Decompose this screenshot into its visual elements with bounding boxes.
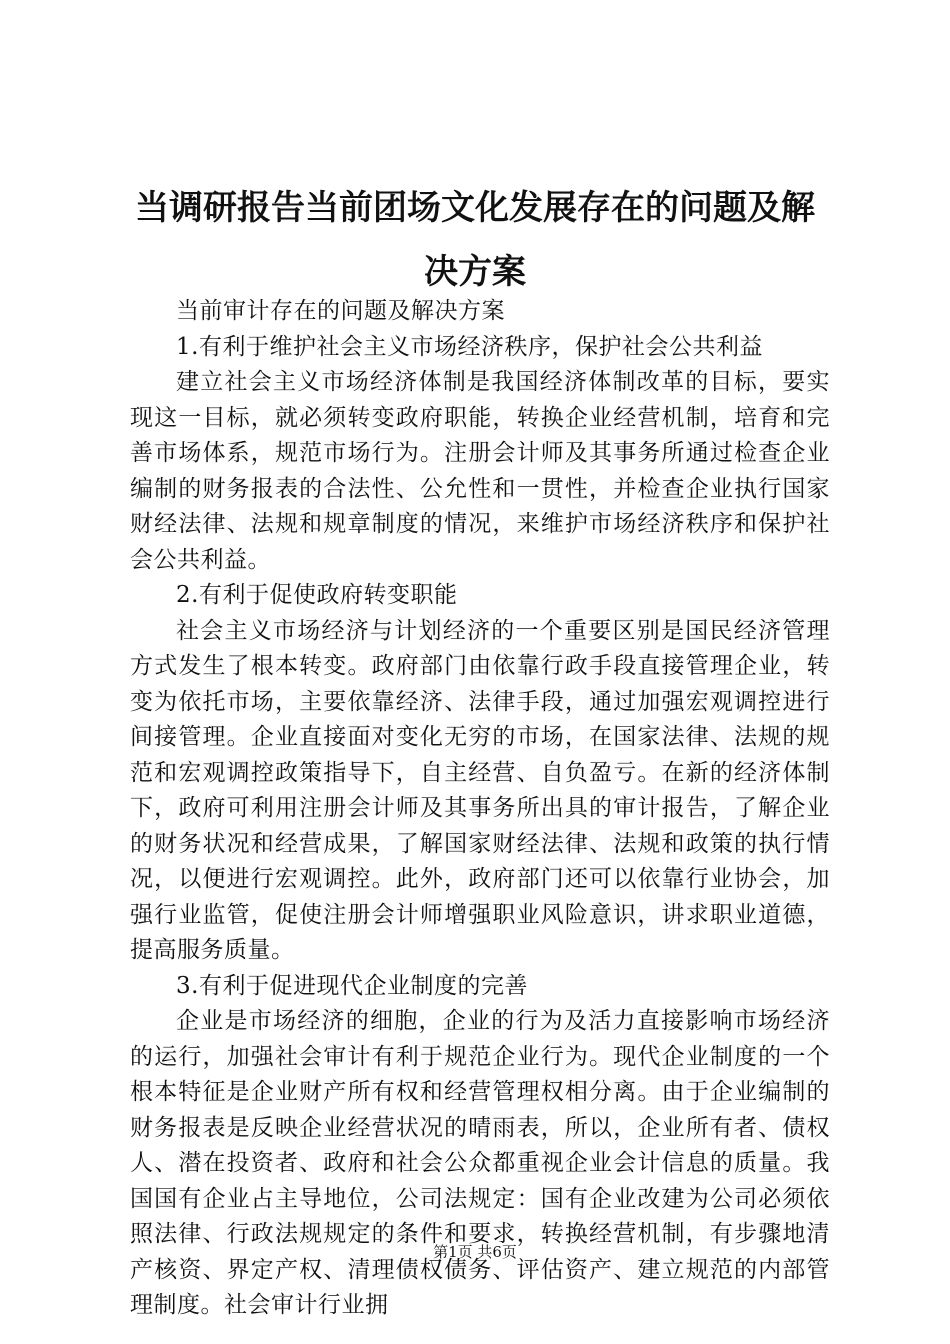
section-3-heading: 3.有利于促进现代企业制度的完善 bbox=[176, 972, 528, 999]
document-title-line-2: 决方案 bbox=[424, 252, 526, 292]
section-3-body: 企业是市场经济的细胞，企业的行为及活力直接影响市场经济的运行，加强社会审计有利于规范企业行为。现代企业制度的一个根本特征是企业财产所有权和经营管理权相分离。由于企业编制的财务报表是反映企业经营状况的晴雨表，所以，企业所有者、债权人、潜在投资者、政府和社会公众都重视企业会计信息的质量。我国国有企业占主导地位，公司法规定：国有企业改建为公司必须依照法律、行政法规规定的条件和要求，转换经营机制，有步骤地清产核资、界定产权、清理债权债务、评估资产、建立规范的内部管理制度。社会审计行业拥 bbox=[130, 1008, 830, 1318]
document-body bbox=[130, 294, 830, 1324]
section-2-heading: 2.有利于促使政府转变职能 bbox=[176, 582, 458, 608]
section-1-heading: 1.有利于维护社会主义市场经济秩序，保护社会公共利益 bbox=[176, 333, 763, 360]
section-1-body: 建立社会主义市场经济体制是我国经济体制改革的目标，要实现这一目标，就必须转变政府职能，转换企业经营机制，培育和完善市场体系，规范市场行为。注册会计师及其事务所通过检查企业编制的财务报表的合法性、公允性和一贯性，并检查企业执行国家财经法律、法规和规章制度的情况，来维护市场经济秩序和保护社会公共利益。 bbox=[130, 369, 830, 573]
document-title-line-1: 当调研报告当前团场文化发展存在的问题及解 bbox=[135, 188, 815, 228]
section-2-body: 社会主义市场经济与计划经济的一个重要区别是国民经济管理方式发生了根本转变。政府部门由依靠行政手段直接管理企业，转变为依托市场，主要依靠经济、法律手段，通过加强宏观调控进行间接管理。企业直接面对变化无穷的市场，在国家法律、法规的规范和宏观调控政策指导下，自主经营、自负盈亏。在新的经济体制下，政府可利用注册会计师及其事务所出具的审计报告，了解企业的财务状况和经营成果，了解国家财经法律、法规和政策的执行情况，以便进行宏观调控。此外，政府部门还可以依靠行业协会，加强行业监管，促使注册会计师增强职业风险意识，讲求职业道德，提高服务质量。 bbox=[130, 617, 830, 963]
document-subtitle: 当前审计存在的问题及解决方案 bbox=[176, 298, 505, 324]
page-footer: 第1页 共6页 bbox=[433, 1243, 517, 1261]
